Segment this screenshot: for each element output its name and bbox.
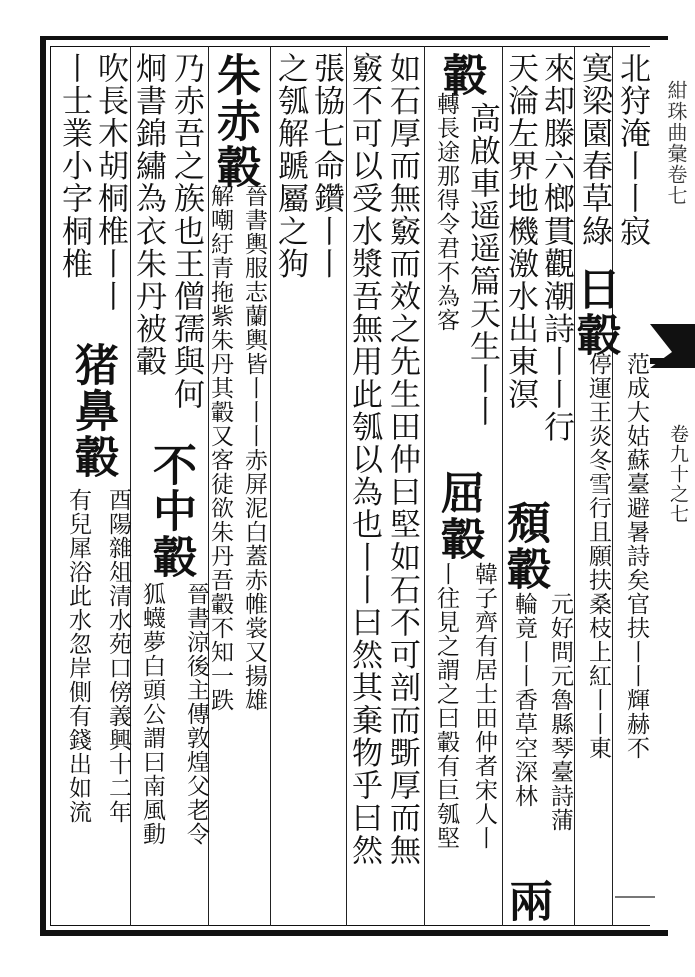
column-text: 來却滕六榔貫觀潮詩丨丨行 xyxy=(538,52,574,444)
column-text: 如石厚而無竅而效之先生田仲曰堅如石不可剖而斲厚而無 xyxy=(384,52,420,867)
entry-heading: 日轂 xyxy=(569,266,620,358)
column-text: 停運王炎冬雪行且願扶桑枝上紅丨丨東 xyxy=(585,352,611,760)
text-column-16 xyxy=(56,52,92,920)
page-fold-band xyxy=(650,36,695,936)
column-text: 高啟車遥遥篇天生丨丨 xyxy=(464,102,500,428)
text-column-2 xyxy=(574,52,610,920)
fishtail-mark-icon xyxy=(650,324,695,368)
text-column-6 xyxy=(424,52,460,920)
column-text: 乃赤吾之族也王僧孺與何 xyxy=(168,52,204,411)
book-title: 紺珠曲彙卷七 xyxy=(664,80,688,206)
column-text: 丨士業小字桐椎 xyxy=(56,52,92,281)
column-text: 解嘲紆青拖紫朱丹其轂又客徒欲朱丹吾轂不知一跌 xyxy=(207,184,233,712)
column-text: 有兒犀浴此水忽岸側有錢出如流 xyxy=(65,488,91,824)
entry-heading: 不中轂 xyxy=(145,442,196,580)
column-text: 之瓠解蹏屬之狗 xyxy=(272,52,308,281)
column-text: 天淪左界地機激水出東溟 xyxy=(502,52,538,411)
column-text: 酉陽雜俎清水苑口傍義興十二年 xyxy=(105,488,131,824)
entry-heading: 轂 xyxy=(435,52,486,98)
column-text: 輪竟丨丨香草空深林 xyxy=(511,592,537,808)
column-text: 晉書涼後主傳敦煌父老令 xyxy=(183,582,209,846)
text-column-7 xyxy=(384,52,420,920)
column-text: 炯書錦繡為衣朱丹被轂 xyxy=(130,52,166,378)
column-text: 竅不可以受水漿吾無用此瓠以為也丨丨曰然其棄物乎曰然 xyxy=(346,52,382,867)
column-text: 丨往見之謂之曰轂有巨瓠堅 xyxy=(433,562,459,850)
column-text: 范成大姑蘇臺避暑詩矣官扶丨丨輝赫不 xyxy=(623,352,649,760)
column-text: 吹長木胡桐椎丨丨 xyxy=(92,52,128,313)
text-column-9 xyxy=(308,52,344,920)
column-text: 寞梁園春草綠 xyxy=(576,52,612,248)
column-text: 元好問元魯縣琴臺詩蒲 xyxy=(547,592,573,832)
entry-heading: 屈轂 xyxy=(433,470,484,562)
column-text: 張協七命鑽丨丨 xyxy=(308,52,344,281)
text-column-10 xyxy=(272,52,308,920)
text-column-8 xyxy=(346,52,382,920)
volume-label: 卷九十之七 xyxy=(667,424,689,524)
column-text: 轉長途那得令君不為客 xyxy=(433,92,459,332)
column-text: 北狩淹丨丨寂 xyxy=(614,52,650,248)
column-text: 晉書輿服志蘭輿皆丨丨丨赤屏泥白蓋赤帷裳又揚雄 xyxy=(241,184,267,712)
entry-heading: 猪鼻轂 xyxy=(67,342,118,480)
entry-heading: 朱赤轂 xyxy=(209,52,260,190)
column-text: 韓子齊有居士田仲者宋人丨 xyxy=(471,562,497,850)
entry-heading: 頹轂 xyxy=(499,500,550,592)
column-text: 狐蠛夢白頭公謂曰南風動 xyxy=(139,582,165,846)
entry-heading: 兩 xyxy=(501,878,552,924)
text-column-4 xyxy=(501,52,552,924)
